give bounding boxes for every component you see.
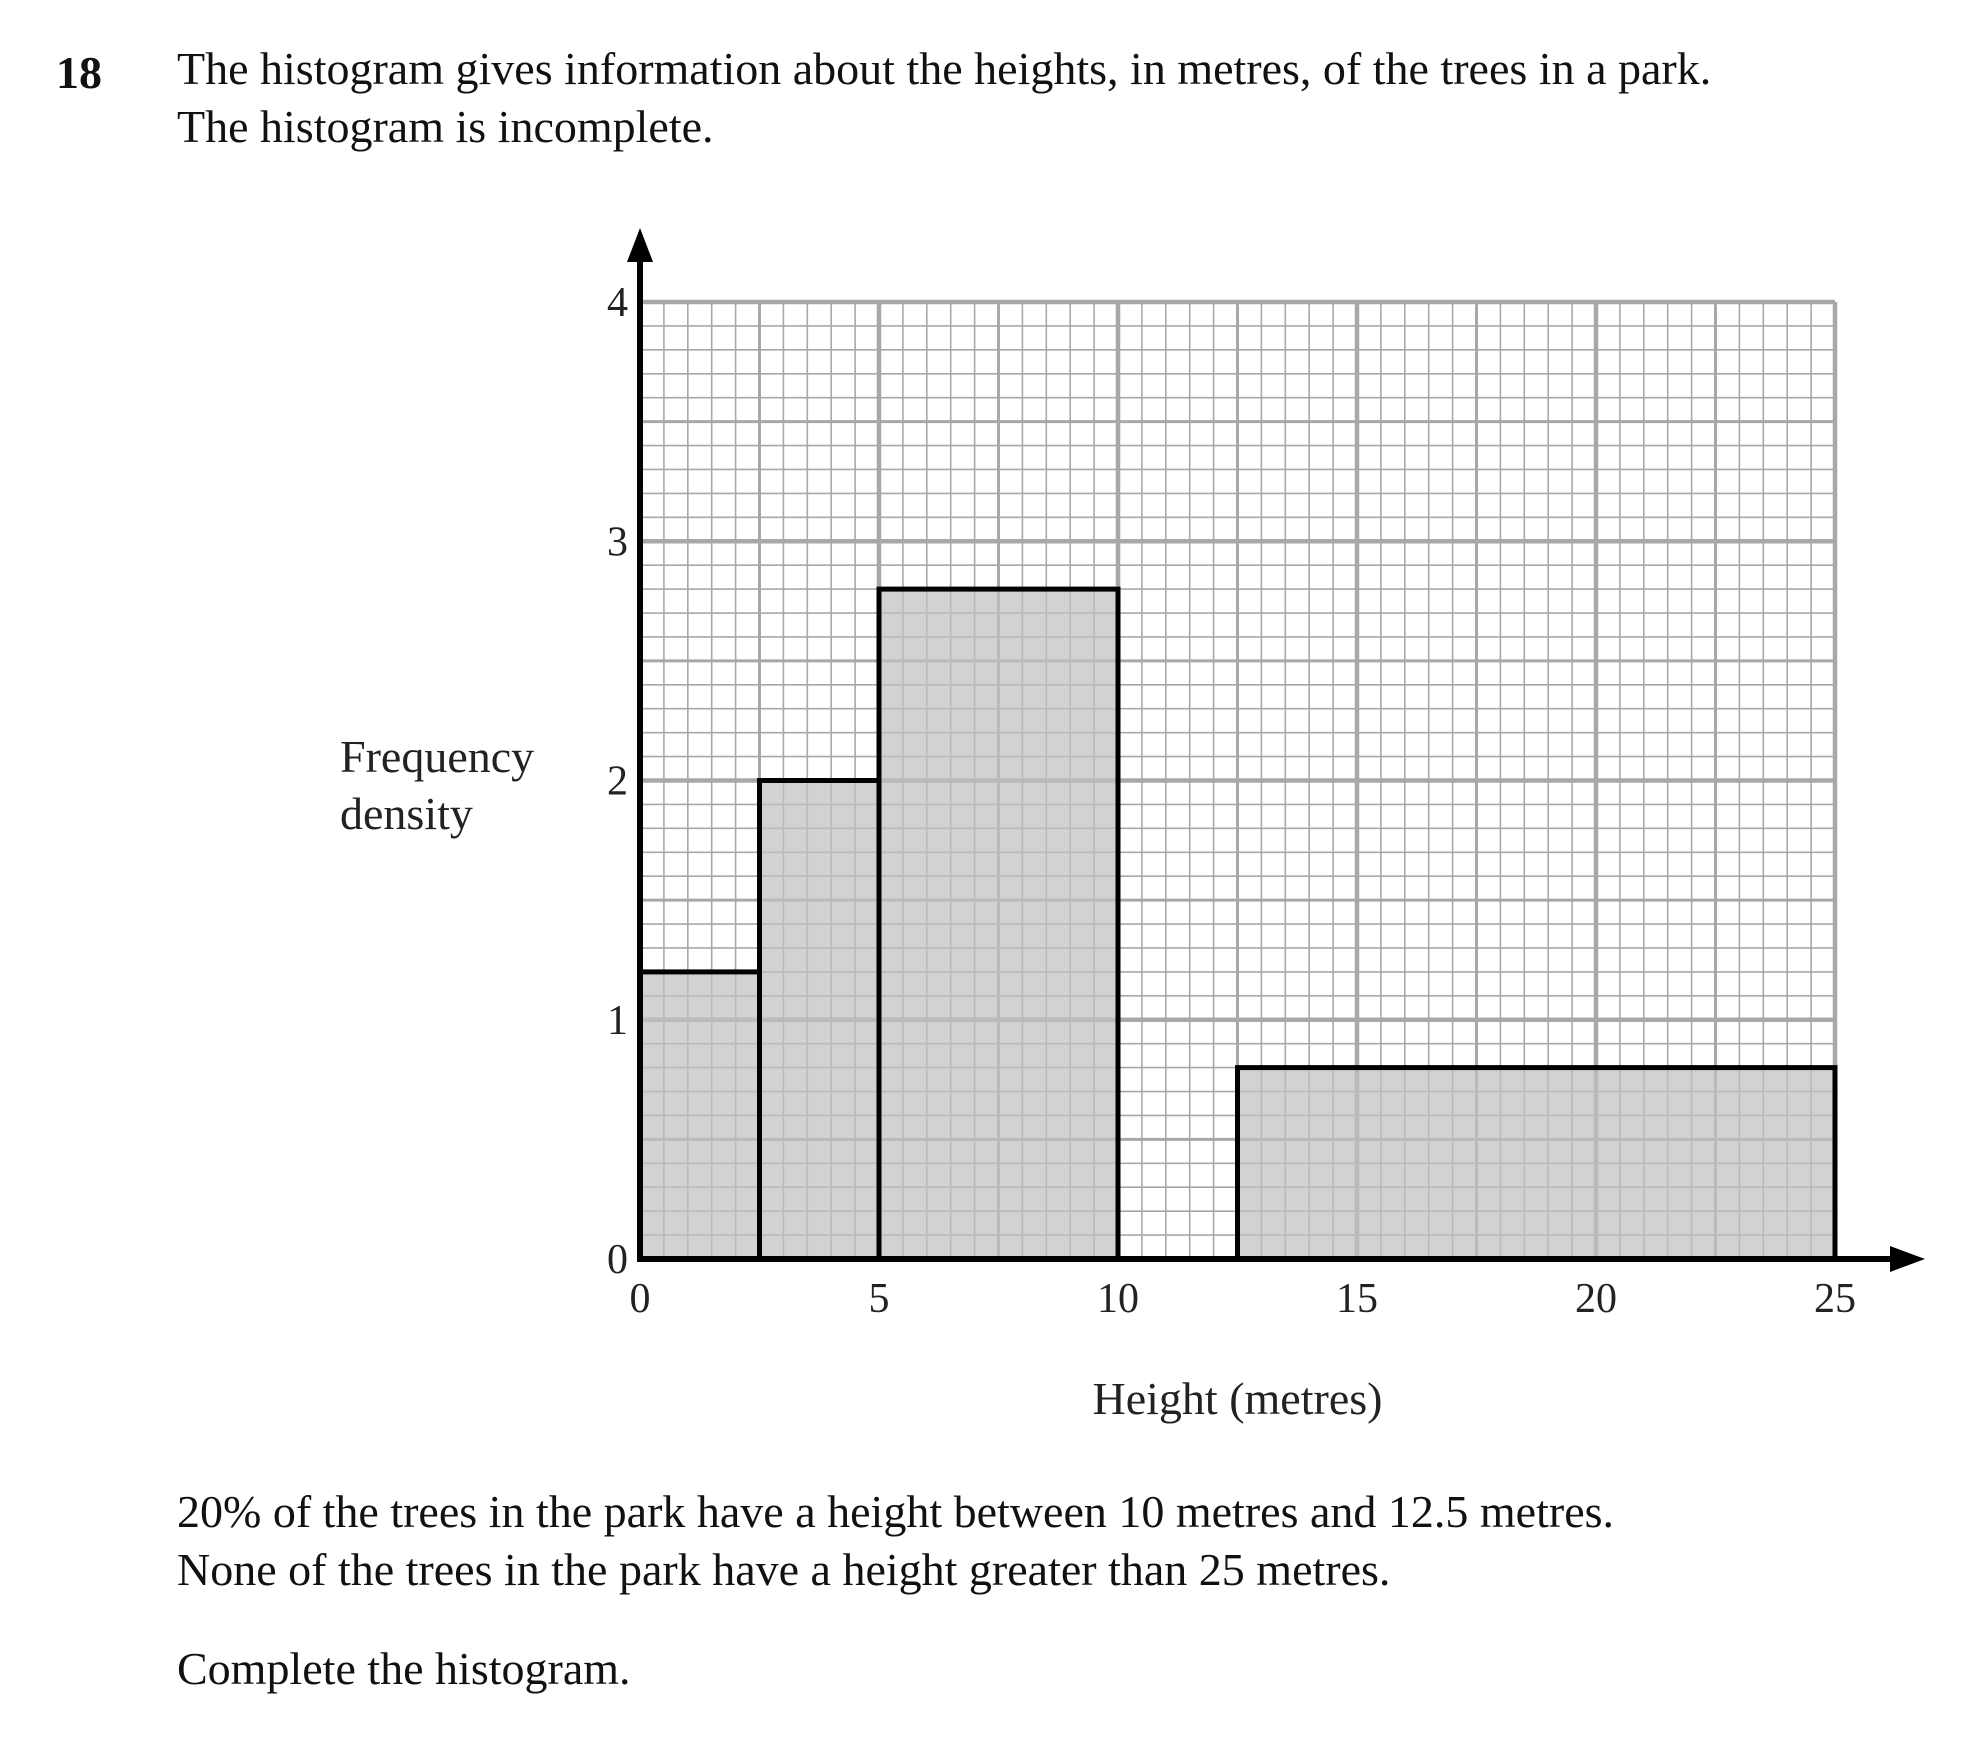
y-tick-label: 2 [607,758,628,805]
info-line: 20% of the trees in the park have a height between 10 metres and 12.5 metres. [177,1486,1615,1537]
x-tick-label: 25 [1814,1276,1856,1322]
info-line: None of the trees in the park have a height greater than 25 metres. [177,1544,1391,1595]
y-axis-arrow-icon [627,228,653,262]
x-tick-label: 15 [1336,1276,1378,1322]
x-axis-arrow-icon [1890,1246,1925,1272]
histogram-bar [640,972,760,1259]
x-tick-label: 5 [868,1276,890,1322]
histogram-bar [760,781,880,1260]
y-axis-title: density [340,788,473,839]
y-tick-label: 1 [607,997,628,1044]
x-tick-label: 10 [1097,1276,1139,1322]
question-instruction: Complete the histogram. [177,1643,631,1694]
x-tick-label: 20 [1575,1276,1617,1322]
x-axis-title: Height (metres) [1092,1373,1383,1424]
histogram-bar [879,589,1118,1259]
y-tick-label: 0 [607,1237,628,1283]
y-tick-label: 3 [607,519,628,566]
intro-line: The histogram gives information about the heights, in metres, of the trees in a park. [177,43,1712,94]
x-tick-label: 0 [629,1276,651,1322]
intro-line: The histogram is incomplete. [177,101,714,152]
y-axis-title: Frequency [340,731,535,782]
question-number: 18 [56,47,102,98]
y-tick-label: 4 [607,280,628,326]
histogram-bar [1238,1068,1836,1259]
question-info [177,1483,1614,1599]
